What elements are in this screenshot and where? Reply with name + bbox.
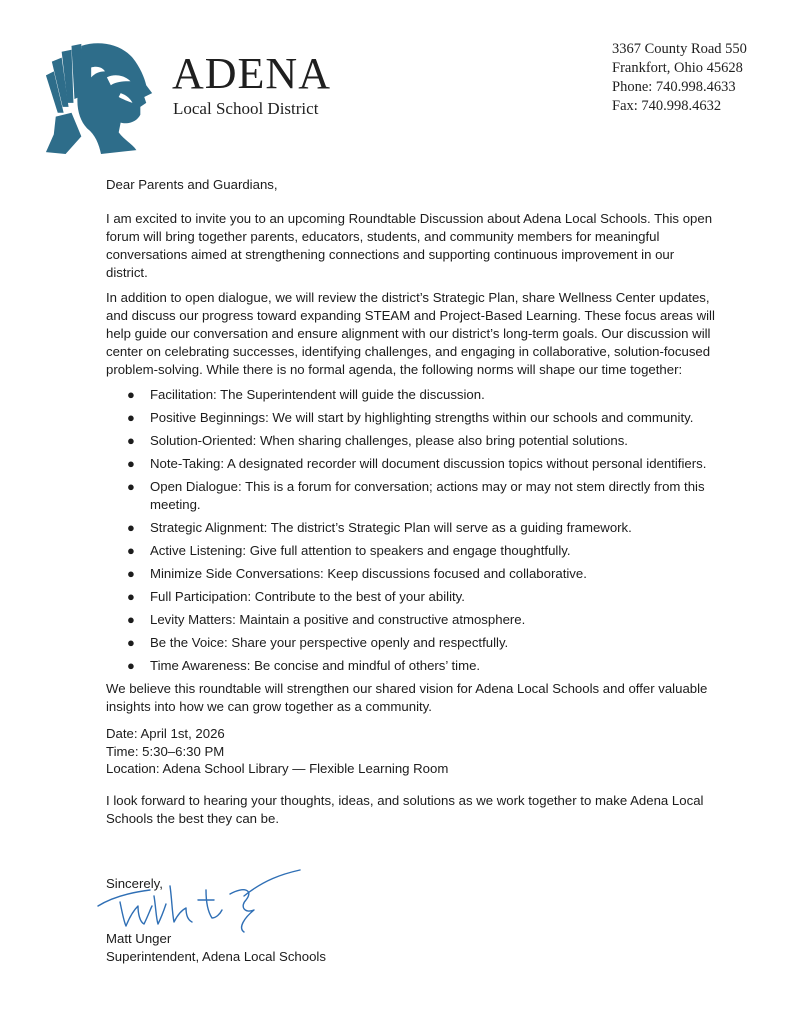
- bullet-icon: ●: [127, 433, 135, 448]
- list-item: [106, 542, 716, 560]
- intro-paragraph: I am excited to invite you to an upcoming Roundtable Discussion about Adena Local Schools. This open forum will bring together parents, educators, students, and community members for meaningful conversations aimed at strengthening connections and supporting continuous improvement in our district.: [106, 211, 713, 280]
- norm-text: Time Awareness: Be concise and mindful of others’ time.: [150, 658, 481, 673]
- norm-text: Strategic Alignment: The district’s Strategic Plan will serve as a guiding framework.: [150, 520, 632, 535]
- bullet-icon: ●: [127, 635, 135, 650]
- bullet-icon: ●: [127, 589, 135, 604]
- event-date: Date: April 1st, 2026: [106, 726, 225, 741]
- signer-title: Superintendent, Adena Local Schools: [106, 949, 326, 964]
- list-item: [106, 432, 716, 450]
- event-details: [106, 725, 716, 778]
- list-item: [106, 455, 716, 473]
- list-item: [106, 611, 716, 629]
- bullet-icon: ●: [127, 543, 135, 558]
- salutation: Dear Parents and Guardians,: [106, 177, 278, 192]
- address-line: Frankfort, Ohio 45628: [612, 60, 743, 76]
- signer-name: Matt Unger: [106, 931, 172, 946]
- bullet-icon: ●: [127, 479, 135, 494]
- focus-paragraph: In addition to open dialogue, we will review the district’s Strategic Plan, share Wellness Center updates, and discuss our progress toward expanding STEAM and Project-Based Learning. These focus areas will help guide our conversation and ensure alignment with our district’s long-term goals. Our discussion will center on celebrating successes, identifying challenges, and engaging in collaborative, solution-focused problem-solving. While there is no formal agenda, the following norms will shape our time together:: [106, 290, 715, 377]
- district-name: ADENA: [172, 49, 331, 98]
- norm-text: Note-Taking: A designated recorder will document discussion topics without personal identifiers.: [150, 456, 707, 471]
- list-item: [106, 588, 716, 606]
- address-line: 3367 County Road 550: [612, 41, 747, 57]
- norm-text: Open Dialogue: This is a forum for conversation; actions may or may not stem directly from this meeting.: [150, 479, 705, 512]
- list-item: [106, 409, 716, 427]
- norm-text: Facilitation: The Superintendent will guide the discussion.: [150, 387, 485, 402]
- phone-line: Phone: 740.998.4633: [612, 79, 736, 95]
- bullet-icon: ●: [127, 410, 135, 425]
- vision-paragraph: We believe this roundtable will strengthen our shared vision for Adena Local Schools and offer valuable insights into how we can grow together as a community.: [106, 681, 708, 714]
- list-item: [106, 565, 716, 583]
- letter-body: [106, 176, 716, 828]
- norm-text: Minimize Side Conversations: Keep discussions focused and collaborative.: [150, 566, 587, 581]
- norms-list: [106, 386, 716, 675]
- list-item: [106, 519, 716, 537]
- bullet-icon: ●: [127, 566, 135, 581]
- norm-text: Be the Voice: Share your perspective openly and respectfully.: [150, 635, 509, 650]
- norm-text: Levity Matters: Maintain a positive and constructive atmosphere.: [150, 612, 526, 627]
- closing-paragraph: I look forward to hearing your thoughts, ideas, and solutions as we work together to make Adena Local Schools the best they can be.: [106, 792, 704, 826]
- bullet-icon: ●: [127, 612, 135, 627]
- list-item: [106, 386, 716, 404]
- list-item: [106, 478, 716, 514]
- fax-line: Fax: 740.998.4632: [612, 98, 722, 114]
- bullet-icon: ●: [127, 658, 135, 673]
- bullet-icon: ●: [127, 456, 135, 471]
- chieftain-profile-icon: [42, 38, 160, 156]
- district-address: [612, 40, 747, 116]
- norm-text: Full Participation: Contribute to the best of your ability.: [150, 589, 465, 604]
- event-time: Time: 5:30–6:30 PM: [106, 743, 225, 759]
- norm-text: Positive Beginnings: We will start by highlighting strengths within our schools and community.: [150, 410, 694, 425]
- signoff: Sincerely,: [106, 876, 163, 891]
- bullet-icon: ●: [127, 520, 135, 535]
- bullet-icon: ●: [127, 387, 135, 402]
- list-item: [106, 634, 716, 652]
- list-item: [106, 657, 716, 675]
- event-location: Location: Adena School Library — Flexible Learning Room: [106, 761, 449, 776]
- norm-text: Active Listening: Give full attention to speakers and engage thoughtfully.: [150, 543, 571, 558]
- signer-block: [106, 930, 326, 966]
- norm-text: Solution-Oriented: When sharing challenges, please also bring potential solutions.: [150, 433, 628, 448]
- signature-icon: [94, 866, 304, 936]
- district-subtitle: Local School District: [173, 99, 319, 118]
